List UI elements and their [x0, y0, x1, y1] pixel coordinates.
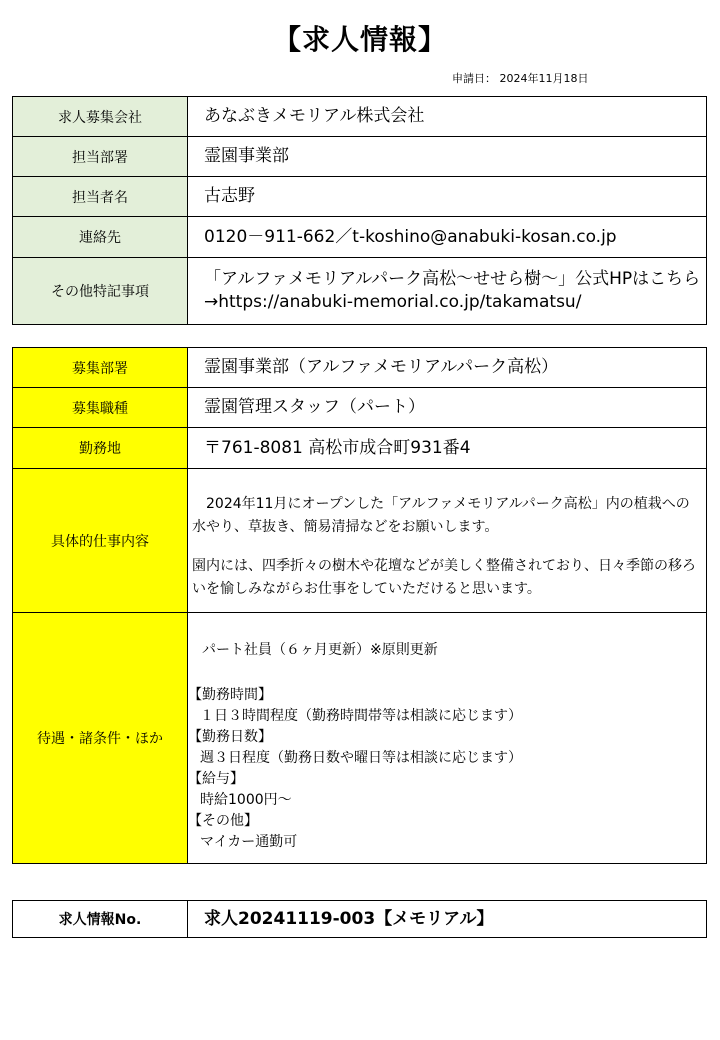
salary-value: 時給1000円～ [200, 791, 292, 808]
job-details-label: 具体的仕事内容 [13, 469, 188, 613]
table-row [13, 137, 707, 177]
work-days-value: 週３日程度（勤務日数や曜日等は相談に応じます） [200, 749, 522, 766]
recruit-dept-label: 募集部署 [13, 348, 188, 388]
job-number-table [12, 900, 707, 938]
notes-label: その他特記事項 [13, 258, 188, 325]
homepage-link[interactable]: →https://anabuki-memorial.co.jp/takamatsu/ [204, 292, 582, 312]
table-row [13, 428, 707, 469]
other-value: マイカー通勤可 [200, 833, 298, 850]
contact-label: 連絡先 [13, 217, 188, 258]
recruit-dept-value: 霊園事業部（アルファメモリアルパーク高松） [188, 348, 707, 388]
salary-heading: 【給与】 [188, 770, 244, 787]
work-hours-value: １日３時間程度（勤務時間帯等は相談に応じます） [200, 707, 522, 724]
other-heading: 【その他】 [188, 812, 258, 829]
contact-person-label: 担当者名 [13, 177, 188, 217]
page-title: 【求人情報】 [272, 23, 447, 56]
company-value: あなぶきメモリアル株式会社 [188, 97, 707, 137]
table-row [13, 348, 707, 388]
contact-person-value: 古志野 [188, 177, 707, 217]
job-details-value [188, 469, 707, 613]
company-info-table [12, 96, 707, 325]
table-row [13, 901, 707, 938]
job-details-paragraph: 園内には、四季折々の樹木や花壇などが美しく整備されており、日々季節の移ろいを愉しみながらお仕事をしていただけると思います。 [192, 557, 696, 597]
department-label: 担当部署 [13, 137, 188, 177]
conditions-label: 待遇・諸条件・ほか [13, 613, 188, 864]
job-number-label: 求人情報No. [13, 901, 188, 938]
table-row [13, 177, 707, 217]
work-location-label: 勤務地 [13, 428, 188, 469]
job-number-value: 求人20241119-003【メモリアル】 [188, 901, 707, 938]
table-row [13, 258, 707, 325]
table-row [13, 469, 707, 613]
work-hours-heading: 【勤務時間】 [188, 686, 272, 703]
notes-line-1: 「アルファメモリアルパーク高松～せせら樹～」公式HPはこちら [204, 269, 701, 289]
contact-value: 0120－911-662／t-koshino@anabuki-kosan.co.jp [188, 217, 707, 258]
job-type-label: 募集職種 [13, 388, 188, 428]
table-row [13, 613, 707, 864]
job-type-value: 霊園管理スタッフ（パート） [188, 388, 707, 428]
conditions-value [188, 613, 707, 864]
table-row [13, 217, 707, 258]
company-label: 求人募集会社 [13, 97, 188, 137]
employment-type: パート社員（６ヶ月更新）※原則更新 [202, 641, 438, 658]
table-row [13, 388, 707, 428]
job-info-table [12, 347, 707, 864]
table-row [13, 97, 707, 137]
apply-date: 申請日： 2024年11月18日 [452, 72, 589, 85]
notes-value [188, 258, 707, 325]
department-value: 霊園事業部 [188, 137, 707, 177]
work-days-heading: 【勤務日数】 [188, 728, 272, 745]
work-location-value: 〒761-8081 高松市成合町931番4 [188, 428, 707, 469]
job-details-paragraph: 2024年11月にオープンした「アルファメモリアルパーク高松」内の植栽への水やり、草抜き、簡易清掃などをお願いします。 [192, 495, 690, 535]
